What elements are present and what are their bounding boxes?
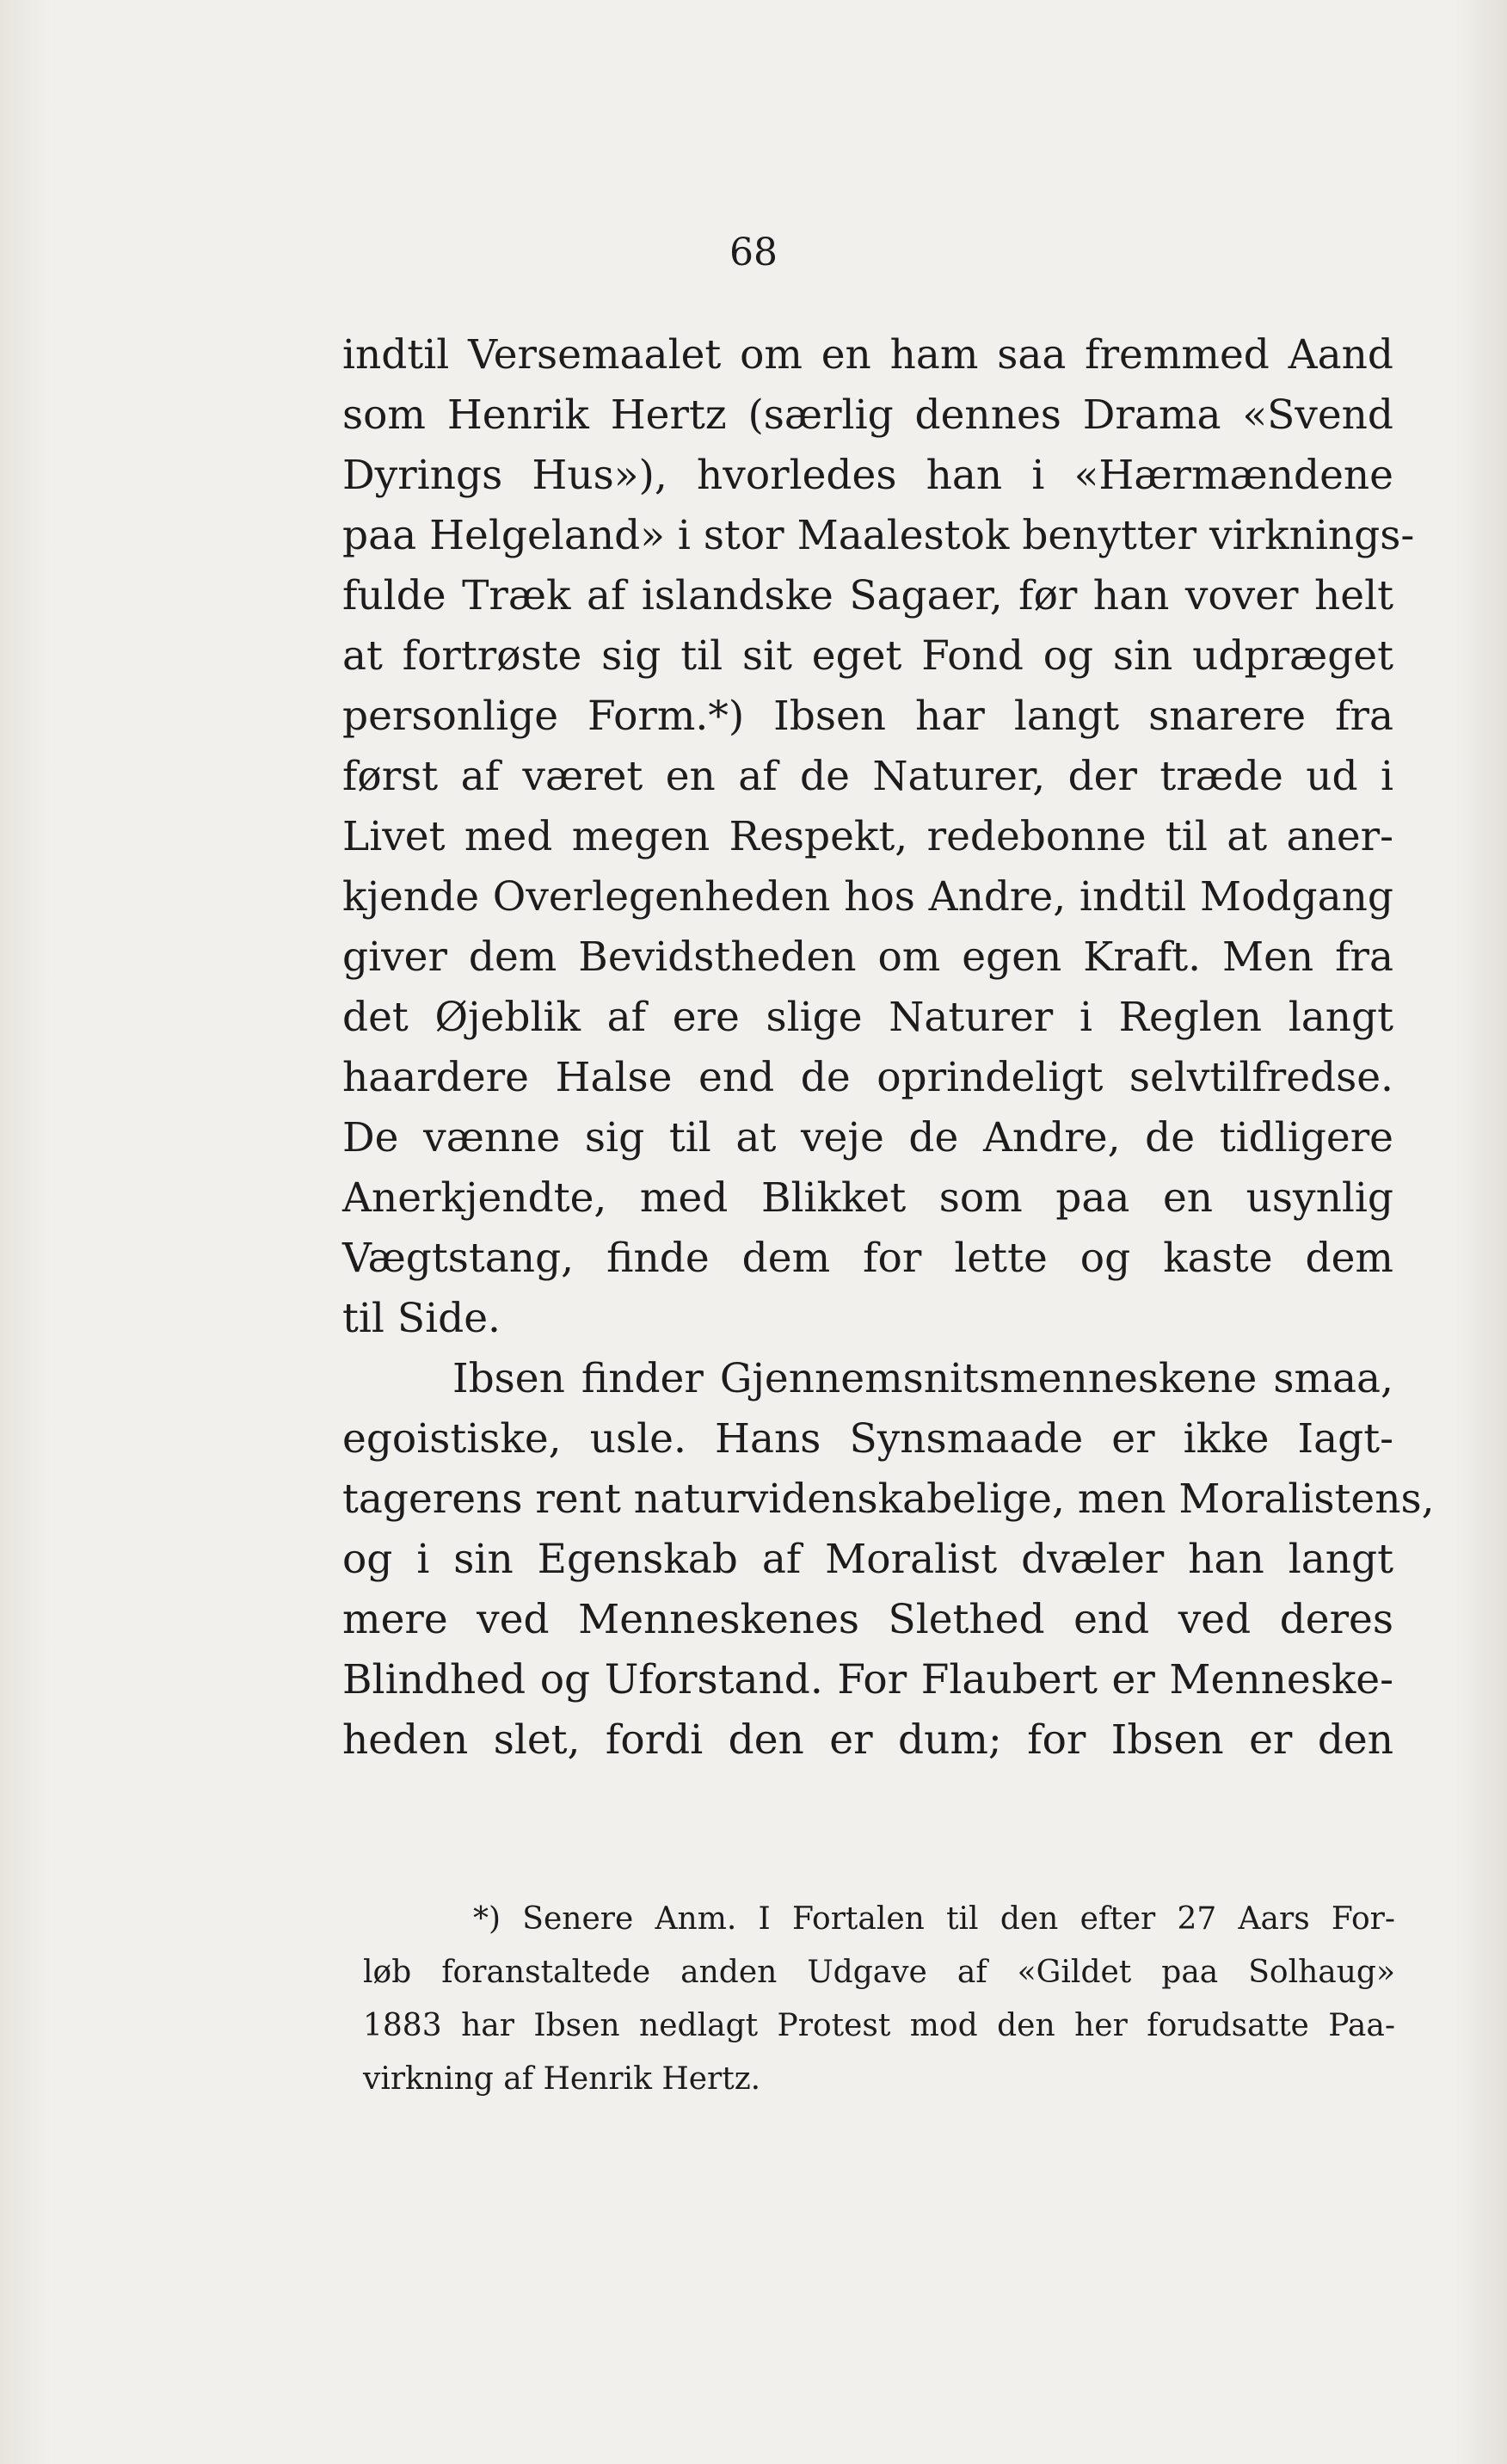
- text-line: Ibsen finder Gjennemsnitsmenneskene smaa,: [452, 1355, 1393, 1402]
- footnote-line: 1883 har Ibsen nedlagt Protest mod den her forudsatte Paa-: [363, 2008, 1395, 2043]
- text-line: det Øjeblik af ere slige Naturer i Reglen langt: [342, 994, 1393, 1041]
- text-line: som Henrik Hertz (særlig dennes Drama «Svend: [342, 391, 1393, 439]
- footnote-line: *) Senere Anm. I Fortalen til den efter 27 Aars For-: [473, 1901, 1395, 1937]
- text-line: Anerkjendte, med Blikket som paa en usynlig: [342, 1174, 1393, 1222]
- text-line: Blindhed og Uforstand. For Flaubert er Menneske-: [342, 1656, 1393, 1703]
- text-line: Livet med megen Respekt, redebonne til at aner-: [342, 813, 1393, 860]
- text-line: at fortrøste sig til sit eget Fond og sin udpræget: [342, 632, 1393, 680]
- body-text: [342, 325, 1435, 1771]
- text-line: Dyrings Hus»), hvorledes han i «Hærmændene: [342, 452, 1393, 499]
- text-line: kjende Overlegenheden hos Andre, indtil Modgang: [342, 873, 1393, 921]
- text-line: paa Helgeland» i stor Maalestok benytter virknings-: [342, 512, 1415, 559]
- footnote: [363, 1893, 1395, 2106]
- text-line: De vænne sig til at veje de Andre, de tidligere: [342, 1114, 1393, 1161]
- text-line: personlige Form.*) Ibsen har langt snarere fra: [342, 693, 1393, 740]
- text-line: til Side.: [342, 1295, 501, 1342]
- text-line: giver dem Bevidstheden om egen Kraft. Men fra: [342, 933, 1393, 981]
- text-line: indtil Versemaalet om en ham saa fremmed Aand: [342, 331, 1393, 379]
- footnote-line: løb foranstaltede anden Udgave af «Gildet paa Solhaug»: [363, 1955, 1395, 1990]
- text-line: tagerens rent naturvidenskabelige, men Moralistens,: [342, 1475, 1435, 1523]
- text-line: fulde Træk af islandske Sagaer, før han vover helt: [342, 572, 1393, 619]
- text-line: og i sin Egenskab af Moralist dvæler han langt: [342, 1536, 1393, 1583]
- footnote-line: virkning af Henrik Hertz.: [363, 2061, 761, 2097]
- text-line: egoistiske, usle. Hans Synsmaade er ikke Iagt-: [342, 1415, 1393, 1463]
- text-line: haardere Halse end de oprindeligt selvtilfredse.: [342, 1054, 1393, 1101]
- text-line: heden slet, fordi den er dum; for Ibsen er den: [342, 1716, 1393, 1764]
- text-line: Vægtstang, finde dem for lette og kaste dem: [342, 1235, 1393, 1282]
- page-number: 68: [729, 231, 778, 274]
- text-line: først af været en af de Naturer, der træde ud i: [342, 753, 1393, 800]
- text-line: mere ved Menneskenes Slethed end ved deres: [342, 1596, 1393, 1643]
